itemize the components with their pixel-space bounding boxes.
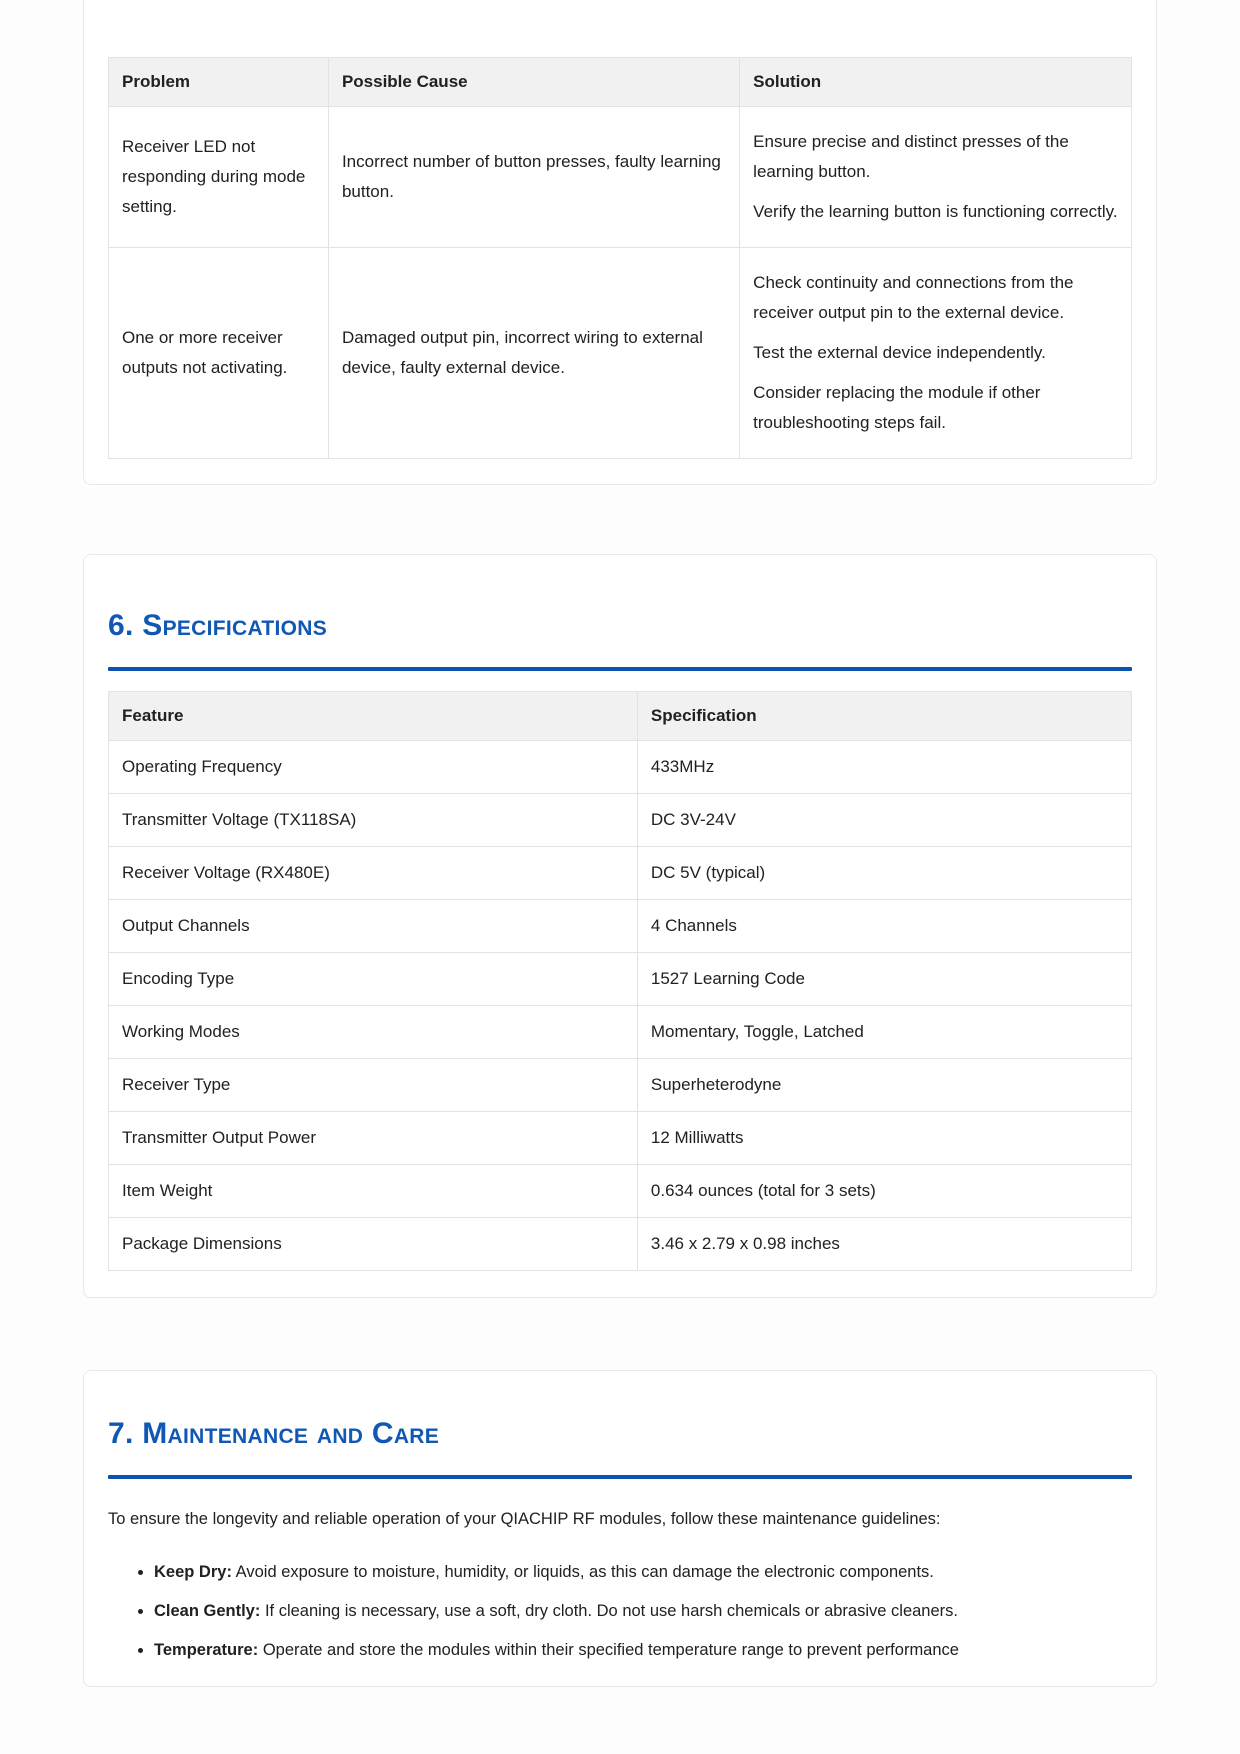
table-row bbox=[109, 847, 1132, 900]
spec-value: 433MHz bbox=[637, 741, 1131, 794]
spec-value: 1527 Learning Code bbox=[637, 953, 1131, 1006]
solution-paragraph: Verify the learning button is functioning correctly. bbox=[753, 202, 1118, 221]
solution-paragraph: Test the external device independently. bbox=[753, 343, 1046, 362]
spec-value: DC 3V-24V bbox=[637, 794, 1131, 847]
col-header-feature: Feature bbox=[109, 692, 638, 741]
table-row bbox=[109, 1165, 1132, 1218]
table-row bbox=[109, 1112, 1132, 1165]
table-row bbox=[109, 953, 1132, 1006]
specifications-card bbox=[83, 554, 1157, 1298]
solution-paragraph: Consider replacing the module if other troubleshooting steps fail. bbox=[753, 383, 1041, 432]
spec-feature: Receiver Type bbox=[109, 1059, 638, 1112]
solution-cell bbox=[740, 248, 1132, 459]
spec-value: DC 5V (typical) bbox=[637, 847, 1131, 900]
list-item bbox=[154, 1557, 1132, 1587]
table-row bbox=[109, 900, 1132, 953]
maintenance-intro: To ensure the longevity and reliable operation of your QIACHIP RF modules, follow these maintenance guidelines: bbox=[108, 1510, 941, 1528]
maintenance-list bbox=[108, 1557, 1132, 1665]
list-item bbox=[154, 1635, 1132, 1665]
troubleshooting-header-row bbox=[109, 58, 1132, 107]
spec-feature: Receiver Voltage (RX480E) bbox=[109, 847, 638, 900]
spec-value: Superheterodyne bbox=[637, 1059, 1131, 1112]
solution-paragraph: Check continuity and connections from the receiver output pin to the external device. bbox=[753, 273, 1074, 322]
bullet-text: If cleaning is necessary, use a soft, dry cloth. Do not use harsh chemicals or abrasive cleaners. bbox=[264, 1602, 958, 1620]
spec-feature: Encoding Type bbox=[109, 953, 638, 1006]
table-row bbox=[109, 248, 1132, 459]
table-row bbox=[109, 794, 1132, 847]
maintenance-heading: 7. Maintenance and Care bbox=[108, 1417, 440, 1450]
bullet-text: Operate and store the modules within their specified temperature range to prevent performance bbox=[262, 1641, 959, 1659]
col-header-specification: Specification bbox=[637, 692, 1131, 741]
solution-cell bbox=[740, 107, 1132, 248]
spec-value: 12 Milliwatts bbox=[637, 1112, 1131, 1165]
spec-feature: Operating Frequency bbox=[109, 741, 638, 794]
problem-cell: Receiver LED not responding during mode setting. bbox=[109, 107, 329, 248]
table-row bbox=[109, 741, 1132, 794]
bullet-label: Temperature: bbox=[154, 1641, 259, 1659]
table-row bbox=[109, 1006, 1132, 1059]
spec-feature: Transmitter Output Power bbox=[109, 1112, 638, 1165]
maintenance-card bbox=[83, 1370, 1157, 1687]
bullet-text: Avoid exposure to moisture, humidity, or liquids, as this can damage the electronic components. bbox=[235, 1563, 934, 1581]
col-header-solution: Solution bbox=[740, 58, 1132, 107]
troubleshooting-card bbox=[83, 0, 1157, 485]
spec-feature: Working Modes bbox=[109, 1006, 638, 1059]
col-header-possible-cause: Possible Cause bbox=[328, 58, 739, 107]
spec-feature: Transmitter Voltage (TX118SA) bbox=[109, 794, 638, 847]
spec-feature: Output Channels bbox=[109, 900, 638, 953]
specifications-header-row bbox=[109, 692, 1132, 741]
problem-cell: One or more receiver outputs not activating. bbox=[109, 248, 329, 459]
spec-value: 0.634 ounces (total for 3 sets) bbox=[637, 1165, 1131, 1218]
spec-feature: Package Dimensions bbox=[109, 1218, 638, 1271]
cause-cell: Damaged output pin, incorrect wiring to external device, faulty external device. bbox=[328, 248, 739, 459]
specifications-table bbox=[108, 691, 1132, 1271]
troubleshooting-table bbox=[108, 57, 1132, 459]
table-row bbox=[109, 1059, 1132, 1112]
solution-paragraph: Ensure precise and distinct presses of the learning button. bbox=[753, 132, 1069, 181]
heading-underline bbox=[108, 1475, 1132, 1479]
cause-cell: Incorrect number of button presses, faulty learning button. bbox=[328, 107, 739, 248]
table-row bbox=[109, 107, 1132, 248]
bullet-label: Keep Dry: bbox=[154, 1563, 232, 1581]
spec-value: 4 Channels bbox=[637, 900, 1131, 953]
list-item bbox=[154, 1596, 1132, 1626]
specifications-heading: 6. Specifications bbox=[108, 609, 328, 642]
col-header-problem: Problem bbox=[109, 58, 329, 107]
spec-value: 3.46 x 2.79 x 0.98 inches bbox=[637, 1218, 1131, 1271]
heading-underline bbox=[108, 667, 1132, 671]
table-row bbox=[109, 1218, 1132, 1271]
bullet-label: Clean Gently: bbox=[154, 1602, 261, 1620]
spec-value: Momentary, Toggle, Latched bbox=[637, 1006, 1131, 1059]
spec-feature: Item Weight bbox=[109, 1165, 638, 1218]
